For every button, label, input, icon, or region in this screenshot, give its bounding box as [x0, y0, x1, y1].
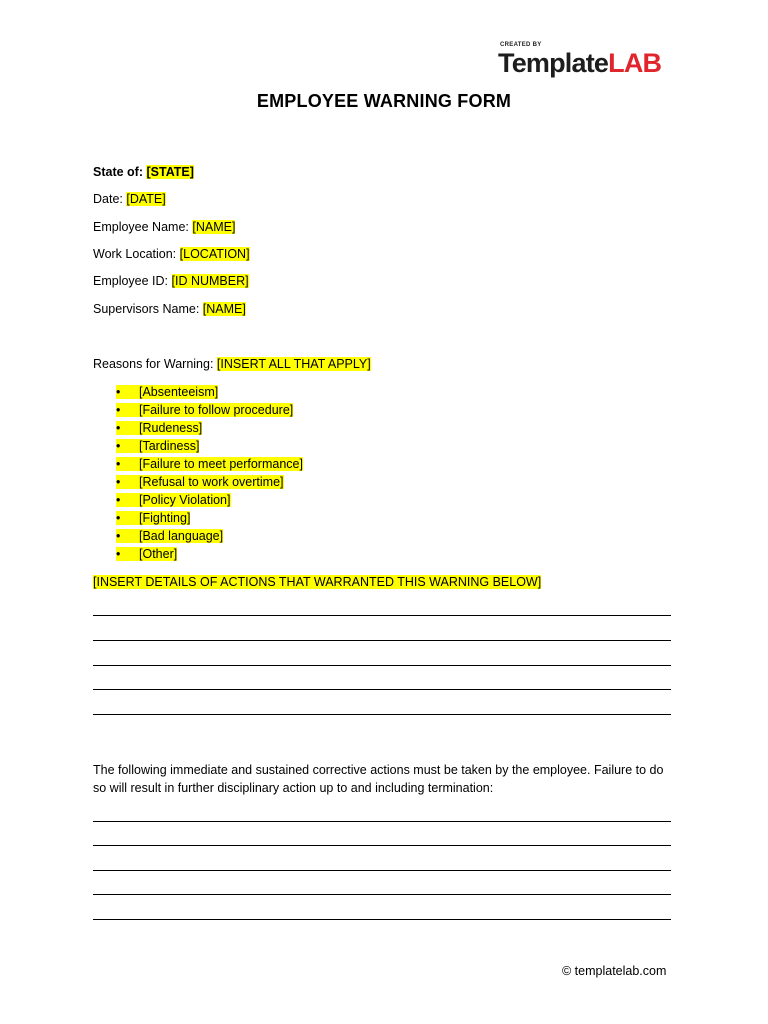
field-label: Employee Name: — [93, 220, 189, 234]
reasons-list — [116, 383, 303, 563]
list-item — [116, 527, 303, 545]
reason-text[interactable]: [Failure to meet performance] — [136, 457, 303, 471]
list-item — [116, 491, 303, 509]
reason-text[interactable]: [Bad language] — [136, 529, 223, 543]
field-placeholder[interactable]: [NAME] — [202, 302, 246, 316]
reason-text[interactable]: [Failure to follow procedure] — [136, 403, 293, 417]
list-item — [116, 437, 303, 455]
copyright-footer: © templatelab.com — [562, 964, 667, 978]
field-label: Work Location: — [93, 247, 177, 261]
form-title: EMPLOYEE WARNING FORM — [256, 91, 512, 111]
list-item — [116, 473, 303, 491]
bullet-icon: • — [116, 457, 136, 471]
list-item — [116, 419, 303, 437]
reasons-heading — [93, 356, 371, 372]
logo-lab: LAB — [608, 48, 662, 78]
field-supervisors-name — [93, 301, 246, 317]
list-item — [116, 455, 303, 473]
logo-wordmark — [498, 48, 661, 78]
field-placeholder[interactable]: [NAME] — [192, 220, 236, 234]
details-blank-line-2[interactable] — [93, 640, 671, 641]
bullet-icon: • — [116, 385, 136, 399]
corrective-blank-line-4[interactable] — [93, 894, 671, 895]
corrective-blank-line-2[interactable] — [93, 845, 671, 846]
corrective-blank-line-5[interactable] — [93, 919, 671, 920]
reason-text[interactable]: [Rudeness] — [136, 421, 202, 435]
bullet-icon: • — [116, 475, 136, 489]
field-label: Employee ID: — [93, 274, 169, 288]
details-instruction-row — [93, 574, 541, 590]
corrective-actions-text: The following immediate and sustained corrective actions must be taken by the employee. Failure to do so will result in further disciplinary action up to and including termination: — [93, 763, 664, 795]
logo-created-by: CREATED BY — [500, 42, 542, 48]
details-instruction[interactable]: [INSERT DETAILS OF ACTIONS THAT WARRANTED THIS WARNING BELOW] — [93, 575, 542, 589]
details-blank-line-5[interactable] — [93, 714, 671, 715]
field-date — [93, 191, 166, 207]
reason-text[interactable]: [Policy Violation] — [136, 493, 231, 507]
reason-text[interactable]: [Other] — [136, 547, 177, 561]
field-placeholder[interactable]: [LOCATION] — [179, 247, 250, 261]
field-placeholder[interactable]: [STATE] — [146, 165, 194, 179]
field-work-location — [93, 246, 250, 262]
field-label: Supervisors Name: — [93, 302, 200, 316]
field-employee-name — [93, 219, 235, 235]
field-label: State of: — [93, 165, 143, 179]
field-placeholder[interactable]: [ID NUMBER] — [171, 274, 249, 288]
bullet-icon: • — [116, 493, 136, 507]
templatelab-logo — [498, 42, 678, 82]
list-item — [116, 509, 303, 527]
bullet-icon: • — [116, 529, 136, 543]
reason-text[interactable]: [Tardiness] — [136, 439, 199, 453]
corrective-blank-line-3[interactable] — [93, 870, 671, 871]
details-blank-line-4[interactable] — [93, 689, 671, 690]
bullet-icon: • — [116, 547, 136, 561]
corrective-blank-line-1[interactable] — [93, 821, 671, 822]
reason-text[interactable]: [Fighting] — [136, 511, 190, 525]
logo-template: Template — [498, 48, 609, 78]
details-blank-line-3[interactable] — [93, 665, 671, 666]
field-label: Date: — [93, 192, 123, 206]
reasons-label: Reasons for Warning: — [93, 357, 214, 371]
reasons-instruction[interactable]: [INSERT ALL THAT APPLY] — [216, 357, 371, 371]
list-item — [116, 545, 303, 563]
field-state — [93, 164, 194, 180]
field-employee-id — [93, 273, 249, 289]
reason-text[interactable]: [Refusal to work overtime] — [136, 475, 284, 489]
bullet-icon: • — [116, 511, 136, 525]
bullet-icon: • — [116, 421, 136, 435]
reason-text[interactable]: [Absenteeism] — [136, 385, 218, 399]
bullet-icon: • — [116, 403, 136, 417]
list-item — [116, 401, 303, 419]
list-item — [116, 383, 303, 401]
details-blank-line-1[interactable] — [93, 615, 671, 616]
field-placeholder[interactable]: [DATE] — [126, 192, 166, 206]
bullet-icon: • — [116, 439, 136, 453]
